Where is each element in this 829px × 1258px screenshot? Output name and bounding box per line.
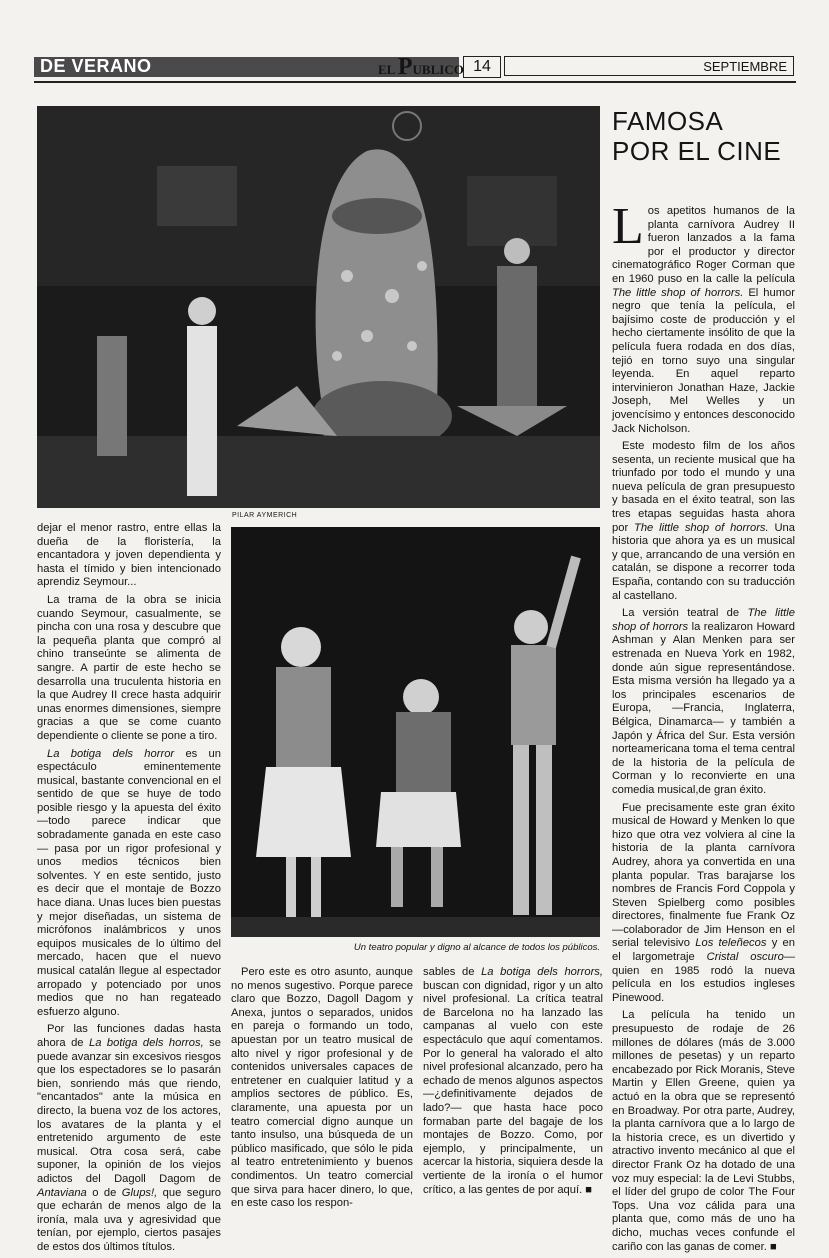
paper-prefix: EL <box>378 62 395 77</box>
text-run: sables de <box>423 966 482 978</box>
article-column-1 <box>37 522 221 1258</box>
text-run: Fue precisamente este gran éxito musical de Howard y Menken lo que hizo que otra vez volviera al cine la historia de la planta carnívora Audrey, ahora ya convertida en una planta popular. Tras barajarse los nombres de Francis Ford Coppola y Steven Spielberg como posibles directores, finalmente fue Frank Oz —colaborador de Jim Henson en el serial televisivo <box>612 801 795 950</box>
headline-line-1: FAMOSA <box>612 106 724 136</box>
paragraph: La trama de la obra se inicia cuando Seymour, casualmente, se pincha con una rosa y descubre que la pequeña planta que compró al chino transeúnte se alimenta de sangre. A partir de este hecho se desarrolla una truculenta historia en la que Audrey II crece hasta adquirir unas enormes dimensiones, siempre gracias a que se come cuanto dependiente o cliente se pone a tiro. <box>37 593 221 742</box>
text-run: os apetitos humanos de la planta carnívora Audrey II fueron lanzados a la fama por el productor y director cinematográfico Roger Corman que en 1960 puso en la calle la película <box>612 205 795 285</box>
masthead-rule <box>34 81 796 83</box>
text-run: es un espectáculo eminentemente musical, bastante convencional en el sentido de que se huye de todo posible riesgo y la apuesta del éxito —todo parece indicar que sobradamente ganada en este caso— pasa por un rigor profesional y unos medios técnicos bien solventes. Y en este sentido, justo es decir que el montaje de Bozzo hace diana. Unas luces bien puestas y mejor diseñadas, un sistema de micrófonos inalámbricos y unos equipos musicales de lo último del mercado, hacen que el nuevo musical catalán llegue al espectador arropado y potenciado por unos medios que no han regateado esfuerzo alguno. <box>37 747 221 1018</box>
title-ref: Antaviana <box>37 1186 87 1199</box>
text-run: se puede avanzar sin excesivos riesgos que los espectadores se lo pasarán bien, sonriendo más que riendo, "encantados" ante la música en directo, la buena voz de los actores, los avatares de la planta y el entretenido argumento de este musical. Otra cosa será, cabe suponer, la opinión de los viejos adictos del Dagoll Dagom de <box>37 1036 221 1185</box>
title-ref: La botiga dels horros, <box>89 1036 204 1049</box>
title-ref: La botiga dels horror <box>47 747 175 760</box>
text-run: — quien en 1985 rodó la nueva película en los estudios ingleses Pinewood. <box>612 951 796 1004</box>
title-ref: Los teleñecos <box>695 937 767 950</box>
paragraph <box>37 748 221 1020</box>
text-run: La versión teatral de <box>622 607 748 620</box>
paragraph <box>612 607 795 797</box>
text-run: o de <box>86 1186 122 1199</box>
issue-month: SEPTIEMBRE <box>504 56 794 76</box>
text-run: y en el largometraje <box>612 937 795 964</box>
stage-photo-cast <box>231 527 600 937</box>
article-column-3 <box>423 966 603 1201</box>
page-number: 14 <box>463 56 501 78</box>
text-run: El humor negro que tenía la película, el bajísimo coste de producción y el hecho ciertamente insólito de que la película fuera rodada en dos días, tejió en torno suyo una singular leyenda. En aquel reparto intervinieron Jonathan Haze, Jackie Joseph, Mel Welles y un jovencísimo y entonces desconocido Jack Nicholson. <box>612 286 795 435</box>
sidebar-column <box>612 198 796 1258</box>
title-ref: The little shop of horrors. <box>612 286 744 299</box>
newspaper-name <box>378 54 464 80</box>
paragraph <box>423 966 603 1197</box>
photo-caption: Un teatro popular y digno al alcance de todos los públicos. <box>353 942 600 953</box>
paragraph: dejar el menor rastro, entre ellas la dueña de la floristería, la encantadora y joven dependienta y hasta el tímido y bien intencionado aprendiz Seymour... <box>37 522 221 589</box>
drop-cap: L <box>612 198 644 255</box>
paragraph <box>37 1023 221 1254</box>
section-title: DE VERANO <box>40 56 152 76</box>
text-run: Por las funciones dadas hasta ahora de <box>37 1023 221 1049</box>
paragraph <box>612 802 795 1006</box>
photo-credit: PILAR AYMERICH <box>232 512 298 519</box>
paragraph: Pero este es otro asunto, aunque no menos sugestivo. Porque parece claro que Bozzo, Dagoll Dagom y Anexa, juntos o separados, unidos en pareja o formando un todo, apuestan por un teatro musical de alto nivel y rigor profesional y de contenidos universales capaces de entretener en cualquier latitud y a amplios sectores de público. Es, claramente, una apuesta por un teatro comercial digno aunque un tanto insulso, una búsqueda de un público masificado, que sólo le pida al teatro entretenimiento y buenos condimentos. Un teatro comercial que sirva para hacer dinero, lo que, en este caso los respon- <box>231 966 413 1210</box>
title-ref: La botiga dels horrors, <box>481 966 603 978</box>
text-run: la realizaron Howard Ashman y Alan Menken para ser estrenada en Nueva York en 1982, donde aún sigue representándose. Esta misma versión ha llegado ya a los principales escenarios de Europa, —Francia, Inglaterra, Bélgica, Dinamarca— y también a Japón y África del Sur. Esta versión norteamericana toma el tema central de la historia de la película de Corman y lo reconvierte en una comedia musical,de gran éxito. <box>612 620 795 796</box>
paragraph <box>612 440 795 603</box>
text-run: Una historia que ahora ya es un musical y que, arrancando de una versión en catalán, se dispone a recorrer toda España, contando con su traducción al castellano. <box>612 521 795 602</box>
article-column-2 <box>231 966 413 1215</box>
title-ref: The little shop of horrors. <box>634 521 769 534</box>
title-ref: The little shop of horrors <box>612 607 795 633</box>
paragraph <box>612 198 795 436</box>
headline-line-2: POR EL CINE <box>612 136 782 166</box>
text-run: buscan con dignidad, rigor y un alto nivel profesional. La crítica teatral de Barcelona no ha lanzado las campanas al vuelo con este espectáculo que aquí comentamos. Por lo general ha valorado el alto nivel profesional alcanzado, pero ha echado de menos algunos aspectos —¿definitivamente dejados de lado?— que hasta hace poco formaban parte del bagaje de los montajes de Bozzo. Como, por ejemplo, y principalmente, un acercar la historia, siquiera desde la vertiente de la ironía o el humor crítico, a las gentes de por aquí. ■ <box>423 979 603 1196</box>
title-ref: Glups!, <box>121 1186 158 1199</box>
paper-rest: UBLICO <box>412 62 464 77</box>
paper-cap: P <box>397 54 413 80</box>
text-run: Este modesto film de los años sesenta, un reciente musical que ha triunfado por todo el mundo y una nueva película de gran presupuesto y basada en el éxito teatral, son las tres etapas seguidas hasta ahora por <box>612 440 795 534</box>
sidebar-headline <box>612 106 781 166</box>
title-ref: Cristal oscuro <box>706 951 784 964</box>
stage-photo-plant <box>37 106 600 508</box>
text-run: que seguro que echarán de menos algo de la ironía, mala uva y agresividad que tenían, por ejemplo, ciertos pasajes de estos dos últimos títulos. <box>37 1186 221 1253</box>
paragraph: La película ha tenido un presupuesto de rodaje de 26 millones de dólares (más de 3.000 millones de pesetas) y un reparto encabezado por Rick Moranis, Steve Martin y Ellen Greene, quien ya actuó en la obra que se representó en Broadway. Por otra parte, Audrey, la planta carnívora que a lo largo de la historia crece, es un divertido y atractivo invento mecánico al que el director Frank Oz ha dotado de una voz muy especial: la de Levi Stubbs, el líder del grupo de color The Four Tops. Una voz cálida para una planta que, como más de uno ha dicho, muchas veces confunde el cariño con las ganas de comer. ■ <box>612 1009 795 1253</box>
